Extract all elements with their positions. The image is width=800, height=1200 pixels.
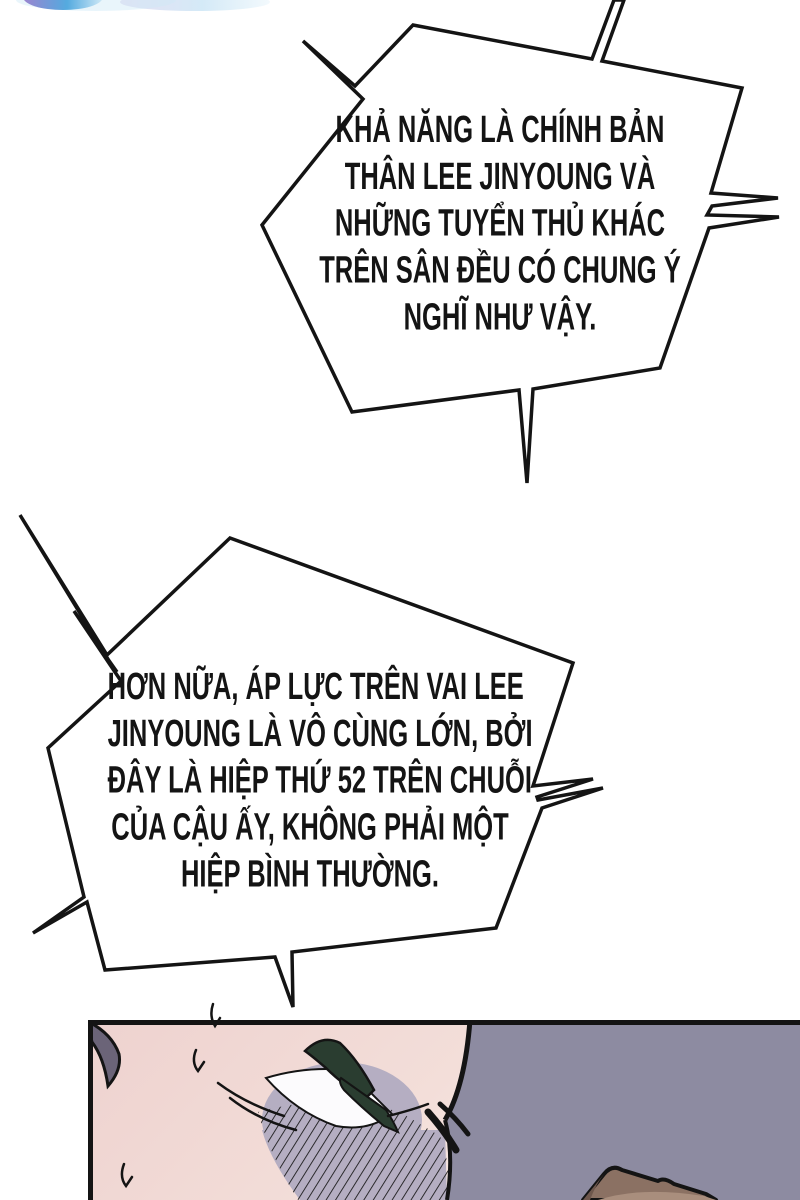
narration-line: JINYOUNG LÀ VÔ CÙNG LỚN, BỞI bbox=[107, 713, 533, 755]
narration-line: THÂN LEE JINYOUNG VÀ bbox=[344, 156, 656, 198]
narration-line: HƠN NỮA, ÁP LỰC TRÊN VAI LEE bbox=[107, 666, 524, 709]
narration-text-middle bbox=[107, 664, 533, 898]
narration-line: NGHĨ NHƯ VẬY. bbox=[403, 296, 597, 339]
character-panel bbox=[88, 1020, 800, 1200]
narration-line: CỦA CẬU ẤY, KHÔNG PHẢI MỘT bbox=[111, 807, 509, 849]
narration-line: ĐÂY LÀ HIỆP THỨ 52 TRÊN CHUỖI bbox=[107, 760, 532, 802]
narration-line: KHẢ NĂNG LÀ CHÍNH BẢN bbox=[335, 109, 665, 152]
narration-line: TRÊN SÂN ĐỀU CÓ CHUNG Ý bbox=[319, 250, 681, 292]
narration-text-top bbox=[315, 107, 685, 341]
narration-line: HIỆP BÌNH THƯỜNG. bbox=[180, 853, 439, 896]
glow-orb bbox=[16, 0, 270, 11]
narration-line: NHỮNG TUYỂN THỦ KHÁC bbox=[334, 203, 666, 245]
